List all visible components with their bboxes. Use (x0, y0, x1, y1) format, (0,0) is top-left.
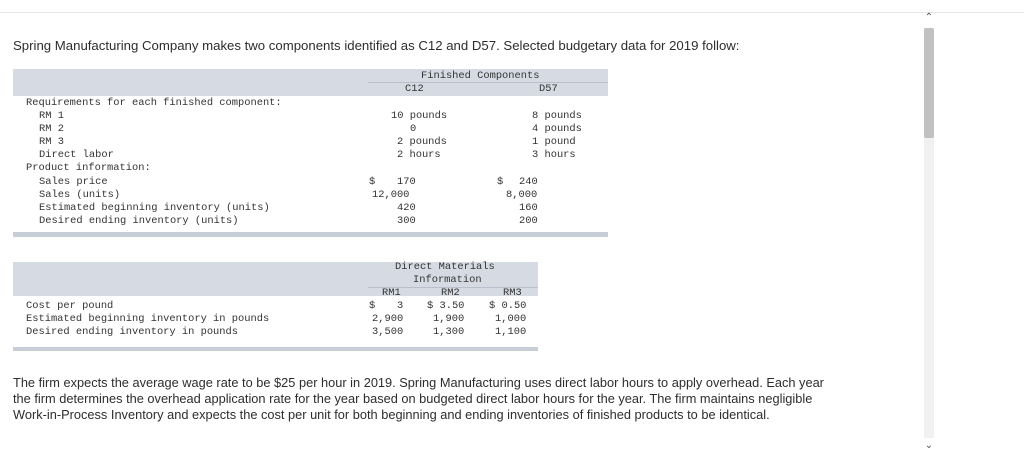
col-header-d57: D57 (539, 83, 558, 95)
cell-rm1: 3 (397, 300, 404, 312)
row-label: RM 3 (39, 136, 64, 148)
section-product: Product information: (26, 162, 151, 174)
cell-d57: 240 (519, 176, 538, 188)
cell-d57: 8 pounds (532, 110, 582, 122)
table-bottom-border (13, 232, 608, 237)
group-header: Finished Components (421, 70, 540, 82)
cell-rm2: $ 3.50 (427, 300, 465, 312)
currency-sign: $ (369, 176, 376, 188)
row-label: Sales (units) (39, 189, 121, 201)
group-header-line2: Information (413, 274, 482, 286)
row-label: RM 2 (39, 123, 64, 135)
cell-c12: 2 hours (397, 149, 441, 161)
cell-rm3: $ 0.50 (489, 300, 527, 312)
table-bottom-border (13, 347, 538, 351)
row-label: Estimated beginning inventory (units) (39, 202, 270, 214)
cell-rm1: 3,500 (372, 326, 404, 338)
col-header-rm1: RM1 (382, 287, 401, 299)
currency-sign: $ (497, 176, 504, 188)
col-header-rm2: RM2 (441, 287, 460, 299)
cell-rm1: 2,900 (372, 313, 404, 325)
row-label: Cost per pound (26, 300, 114, 312)
section-requirements: Requirements for each finished component: (26, 97, 282, 109)
currency-sign: $ (369, 300, 376, 312)
cell-d57: 1 pound (532, 136, 576, 148)
row-label: Sales price (39, 176, 108, 188)
row-label: Estimated beginning inventory in pounds (26, 313, 270, 325)
cell-d57: 8,000 (506, 189, 538, 201)
chevron-down-icon[interactable]: ⌄ (924, 440, 934, 451)
row-label: Direct labor (39, 149, 114, 161)
vertical-scrollbar[interactable] (921, 10, 937, 456)
finished-components-table (13, 69, 608, 238)
cell-c12: 170 (397, 176, 416, 188)
cell-c12: 300 (397, 215, 416, 227)
cell-rm2: 1,300 (433, 326, 465, 338)
cell-d57: 160 (519, 202, 538, 214)
scrollbar-thumb[interactable] (924, 28, 934, 138)
cell-rm3: 1,100 (495, 326, 527, 338)
row-label: Desired ending inventory (units) (39, 215, 239, 227)
cell-c12: 2 pounds (397, 136, 447, 148)
cell-rm3: 1,000 (495, 313, 527, 325)
intro-text: Spring Manufacturing Company makes two components identified as C12 and D57. Selected budgetary data for 2019 follow: (13, 38, 740, 53)
chevron-up-icon[interactable]: ⌃ (924, 12, 934, 23)
cell-d57: 3 hours (532, 149, 576, 161)
cell-rm2: 1,900 (433, 313, 465, 325)
cell-c12: 0 (410, 123, 417, 135)
cell-c12: 12,000 (372, 189, 410, 201)
cell-c12: 420 (397, 202, 416, 214)
row-label: Desired ending inventory in pounds (26, 326, 239, 338)
cell-d57: 200 (519, 215, 538, 227)
col-header-c12: C12 (405, 83, 424, 95)
cell-c12: 10 pounds (391, 110, 448, 122)
col-header-rm3: RM3 (503, 287, 522, 299)
header-divider (368, 82, 608, 83)
direct-materials-table (13, 262, 538, 352)
explanation-paragraph: The firm expects the average wage rate to be $25 per hour in 2019. Spring Manufacturing uses direct labor hours to apply overhead. Each year the firm determines the overhead application rate for the year based on budgeted direct labor hours for the year. The firm maintains negligible Work-in-Process Inventory and expects the cost per unit for both beginning and ending inventories of finished products to be identical. (13, 375, 824, 422)
group-header-line1: Direct Materials (395, 261, 495, 273)
cell-d57: 4 pounds (532, 123, 582, 135)
row-label: RM 1 (39, 110, 64, 122)
